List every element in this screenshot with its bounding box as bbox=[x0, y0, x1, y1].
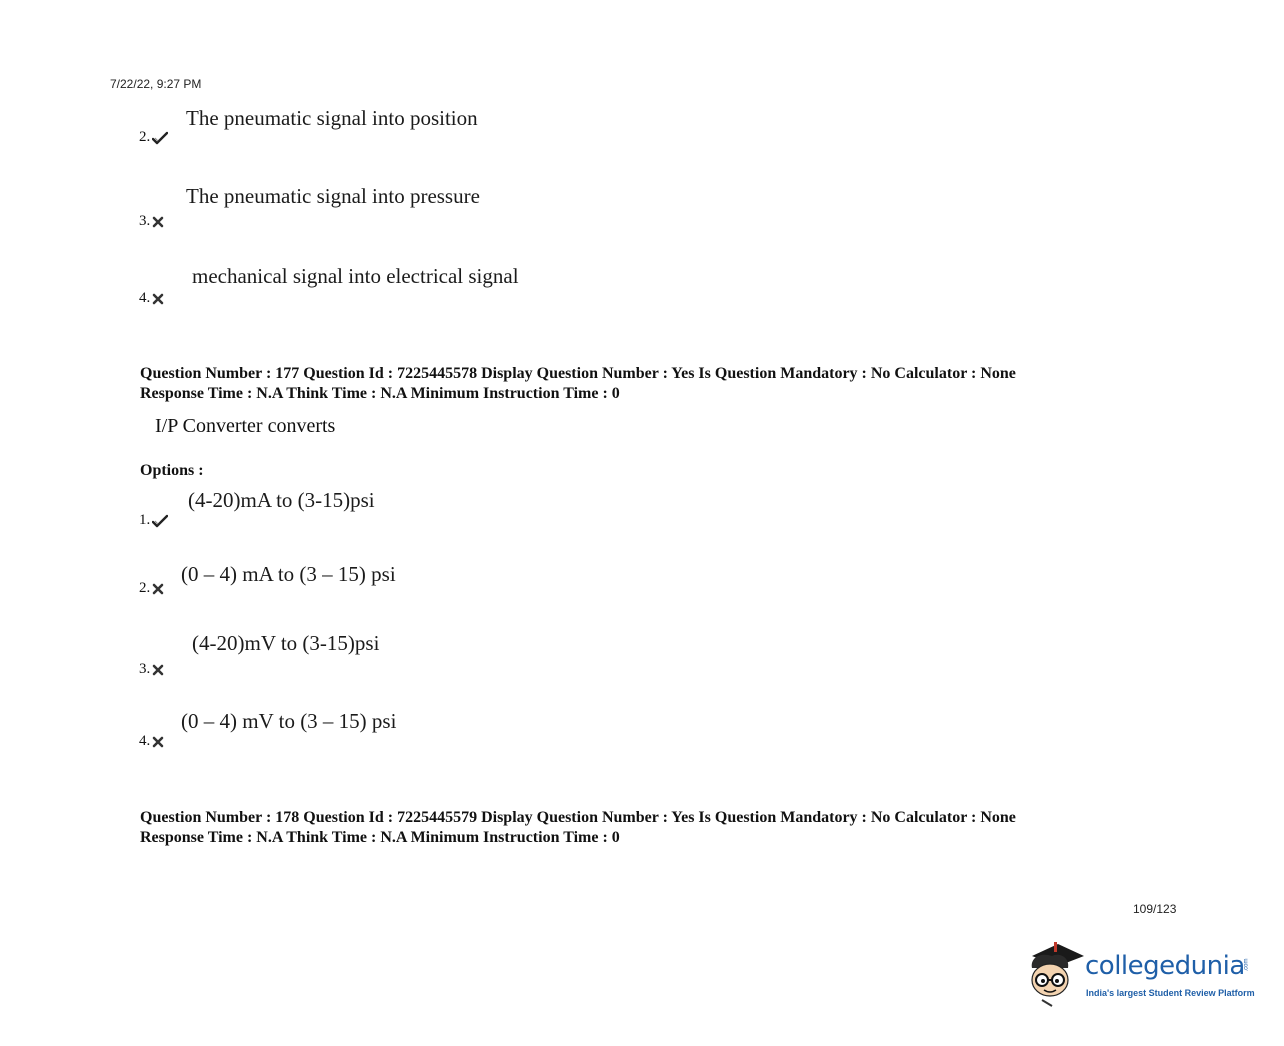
option-text: (4-20)mA to (3-15)psi bbox=[188, 488, 375, 512]
option-number bbox=[139, 213, 164, 230]
option-number-label: 4. bbox=[139, 733, 151, 749]
question-meta-line1: Question Number : 177 Question Id : 7225445578 Display Question Number : Yes Is Question Mandatory : No Calculator : None bbox=[140, 365, 1016, 382]
option-number bbox=[139, 290, 164, 307]
option-number-label: 1. bbox=[139, 512, 151, 528]
option-number-label: 4. bbox=[139, 290, 151, 306]
option-number bbox=[139, 580, 164, 597]
option-text: The pneumatic signal into position bbox=[186, 106, 478, 130]
option-number-label: 3. bbox=[139, 213, 151, 229]
option-number bbox=[139, 512, 168, 529]
option-text: (0 – 4) mV to (3 – 15) psi bbox=[181, 709, 397, 733]
cross-icon bbox=[152, 736, 164, 748]
question-text: I/P Converter converts bbox=[155, 415, 336, 437]
option-text: The pneumatic signal into pressure bbox=[186, 184, 480, 208]
cross-icon bbox=[152, 293, 164, 305]
print-timestamp: 7/22/22, 9:27 PM bbox=[110, 77, 202, 91]
cross-icon bbox=[152, 583, 164, 595]
check-icon bbox=[152, 131, 168, 145]
question-meta-line2: Response Time : N.A Think Time : N.A Minimum Instruction Time : 0 bbox=[140, 829, 620, 846]
option-number-label: 2. bbox=[139, 129, 151, 145]
option-text: (0 – 4) mA to (3 – 15) psi bbox=[181, 562, 396, 586]
option-number bbox=[139, 129, 168, 146]
options-label: Options : bbox=[140, 462, 204, 479]
option-number bbox=[139, 733, 164, 750]
logo-wordmark: collegedunia bbox=[1085, 951, 1245, 981]
cross-icon bbox=[152, 216, 164, 228]
option-text: mechanical signal into electrical signal bbox=[192, 264, 519, 288]
option-text: (4-20)mV to (3-15)psi bbox=[192, 631, 380, 655]
check-icon bbox=[152, 514, 168, 528]
logo-tagline: India's largest Student Review Platform bbox=[1086, 988, 1255, 998]
question-meta-line2: Response Time : N.A Think Time : N.A Minimum Instruction Time : 0 bbox=[140, 385, 620, 402]
cross-icon bbox=[152, 664, 164, 676]
logo-com: .com bbox=[1243, 958, 1250, 972]
option-number-label: 2. bbox=[139, 580, 151, 596]
page-number: 109/123 bbox=[1133, 902, 1177, 916]
question-meta-line1: Question Number : 178 Question Id : 7225445579 Display Question Number : Yes Is Question Mandatory : No Calculator : None bbox=[140, 809, 1016, 826]
option-number bbox=[139, 661, 164, 678]
option-number-label: 3. bbox=[139, 661, 151, 677]
mascot-icon bbox=[1024, 938, 1086, 1008]
